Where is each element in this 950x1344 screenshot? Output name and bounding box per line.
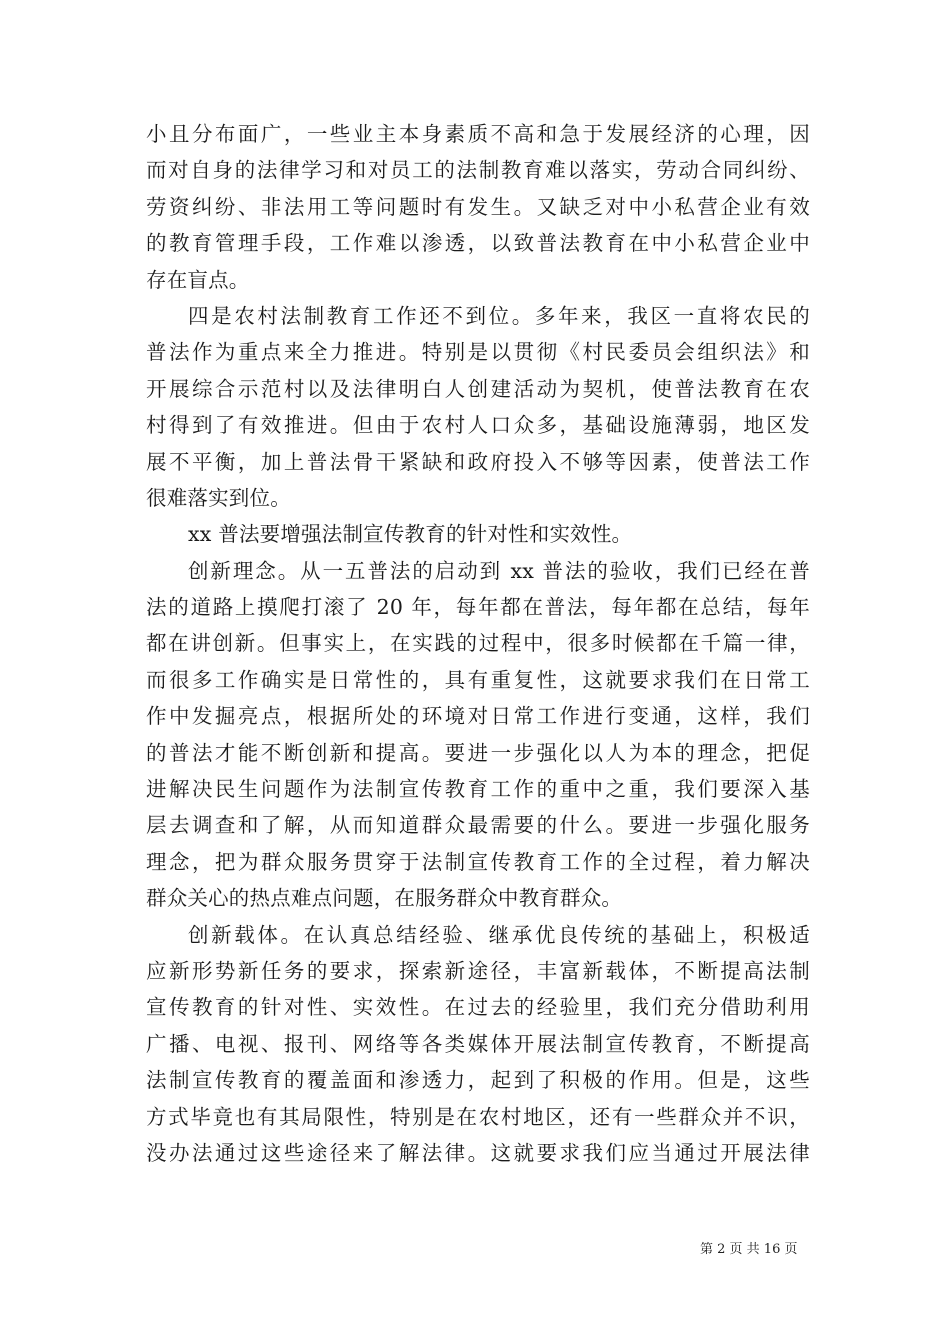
- text-line: 开展综合示范村以及法律明白人创建活动为契机，使普法教育在农: [146, 376, 810, 401]
- text-line: 群众关心的热点难点问题，在服务群众中教育群众。: [146, 886, 623, 911]
- text-line: 创新理念。从一五普法的启动到 xx 普法的验收，我们已经在普: [188, 558, 810, 583]
- text-line: 法制宣传教育的覆盖面和渗透力，起到了积极的作用。但是，这些: [146, 1068, 810, 1093]
- text-line: 存在盲点。: [146, 267, 250, 292]
- text-line: 劳资纠纷、非法用工等问题时有发生。又缺乏对中小私营企业有效: [146, 194, 810, 219]
- text-line: 的教育管理手段，工作难以渗透，以致普法教育在中小私营企业中: [146, 231, 810, 256]
- text-line: 进解决民生问题作为法制宣传教育工作的重中之重，我们要深入基: [146, 777, 810, 802]
- text-line: 村得到了有效推进。但由于农村人口众多，基础设施薄弱，地区发: [146, 413, 810, 438]
- text-line: 广播、电视、报刊、网络等各类媒体开展法制宣传教育，不断提高: [146, 1031, 810, 1056]
- text-line: 展不平衡，加上普法骨干紧缺和政府投入不够等因素，使普法工作: [146, 449, 810, 474]
- page-number-footer: 第 2 页 共 16 页: [700, 1242, 798, 1257]
- text-line: 理念，把为群众服务贯穿于法制宣传教育工作的全过程，着力解决: [146, 849, 810, 874]
- text-line: 法的道路上摸爬打滚了 20 年，每年都在普法，每年都在总结，每年: [146, 595, 810, 620]
- text-line: 应新形势新任务的要求，探索新途径，丰富新载体，不断提高法制: [146, 958, 810, 983]
- text-line: 小且分布面广，一些业主本身素质不高和急于发展经济的心理，因: [146, 122, 810, 146]
- text-line: 宣传教育的针对性、实效性。在过去的经验里，我们充分借助利用: [146, 995, 810, 1020]
- text-line: 层去调查和了解，从而知道群众最需要的什么。要进一步强化服务: [146, 813, 810, 838]
- text-line: 方式毕竟也有其局限性，特别是在农村地区，还有一些群众并不识，: [146, 1104, 810, 1129]
- section-heading: xx 普法要增强法制宣传教育的针对性和实效性。: [188, 522, 633, 547]
- text-line: 作中发掘亮点，根据所处的环境对日常工作进行变通，这样，我们: [146, 704, 810, 729]
- text-line: 都在讲创新。但事实上，在实践的过程中，很多时候都在千篇一律，: [146, 631, 810, 656]
- text-line: 而很多工作确实是日常性的，具有重复性，这就要求我们在日常工: [146, 667, 810, 692]
- document-body: [146, 116, 810, 1171]
- text-line: 没办法通过这些途径来了解法律。这就要求我们应当通过开展法律: [146, 1140, 810, 1165]
- text-line: 普法作为重点来全力推进。特别是以贯彻《村民委员会组织法》和: [146, 340, 810, 365]
- text-line: 很难落实到位。: [146, 485, 291, 510]
- text-line: 创新载体。在认真总结经验、继承优良传统的基础上，积极适: [188, 922, 810, 947]
- text-line: 四是农村法制教育工作还不到位。多年来，我区一直将农民的: [188, 303, 810, 328]
- text-line: 的普法才能不断创新和提高。要进一步强化以人为本的理念，把促: [146, 740, 810, 765]
- text-line: 而对自身的法律学习和对员工的法制教育难以落实，劳动合同纠纷、: [146, 158, 810, 183]
